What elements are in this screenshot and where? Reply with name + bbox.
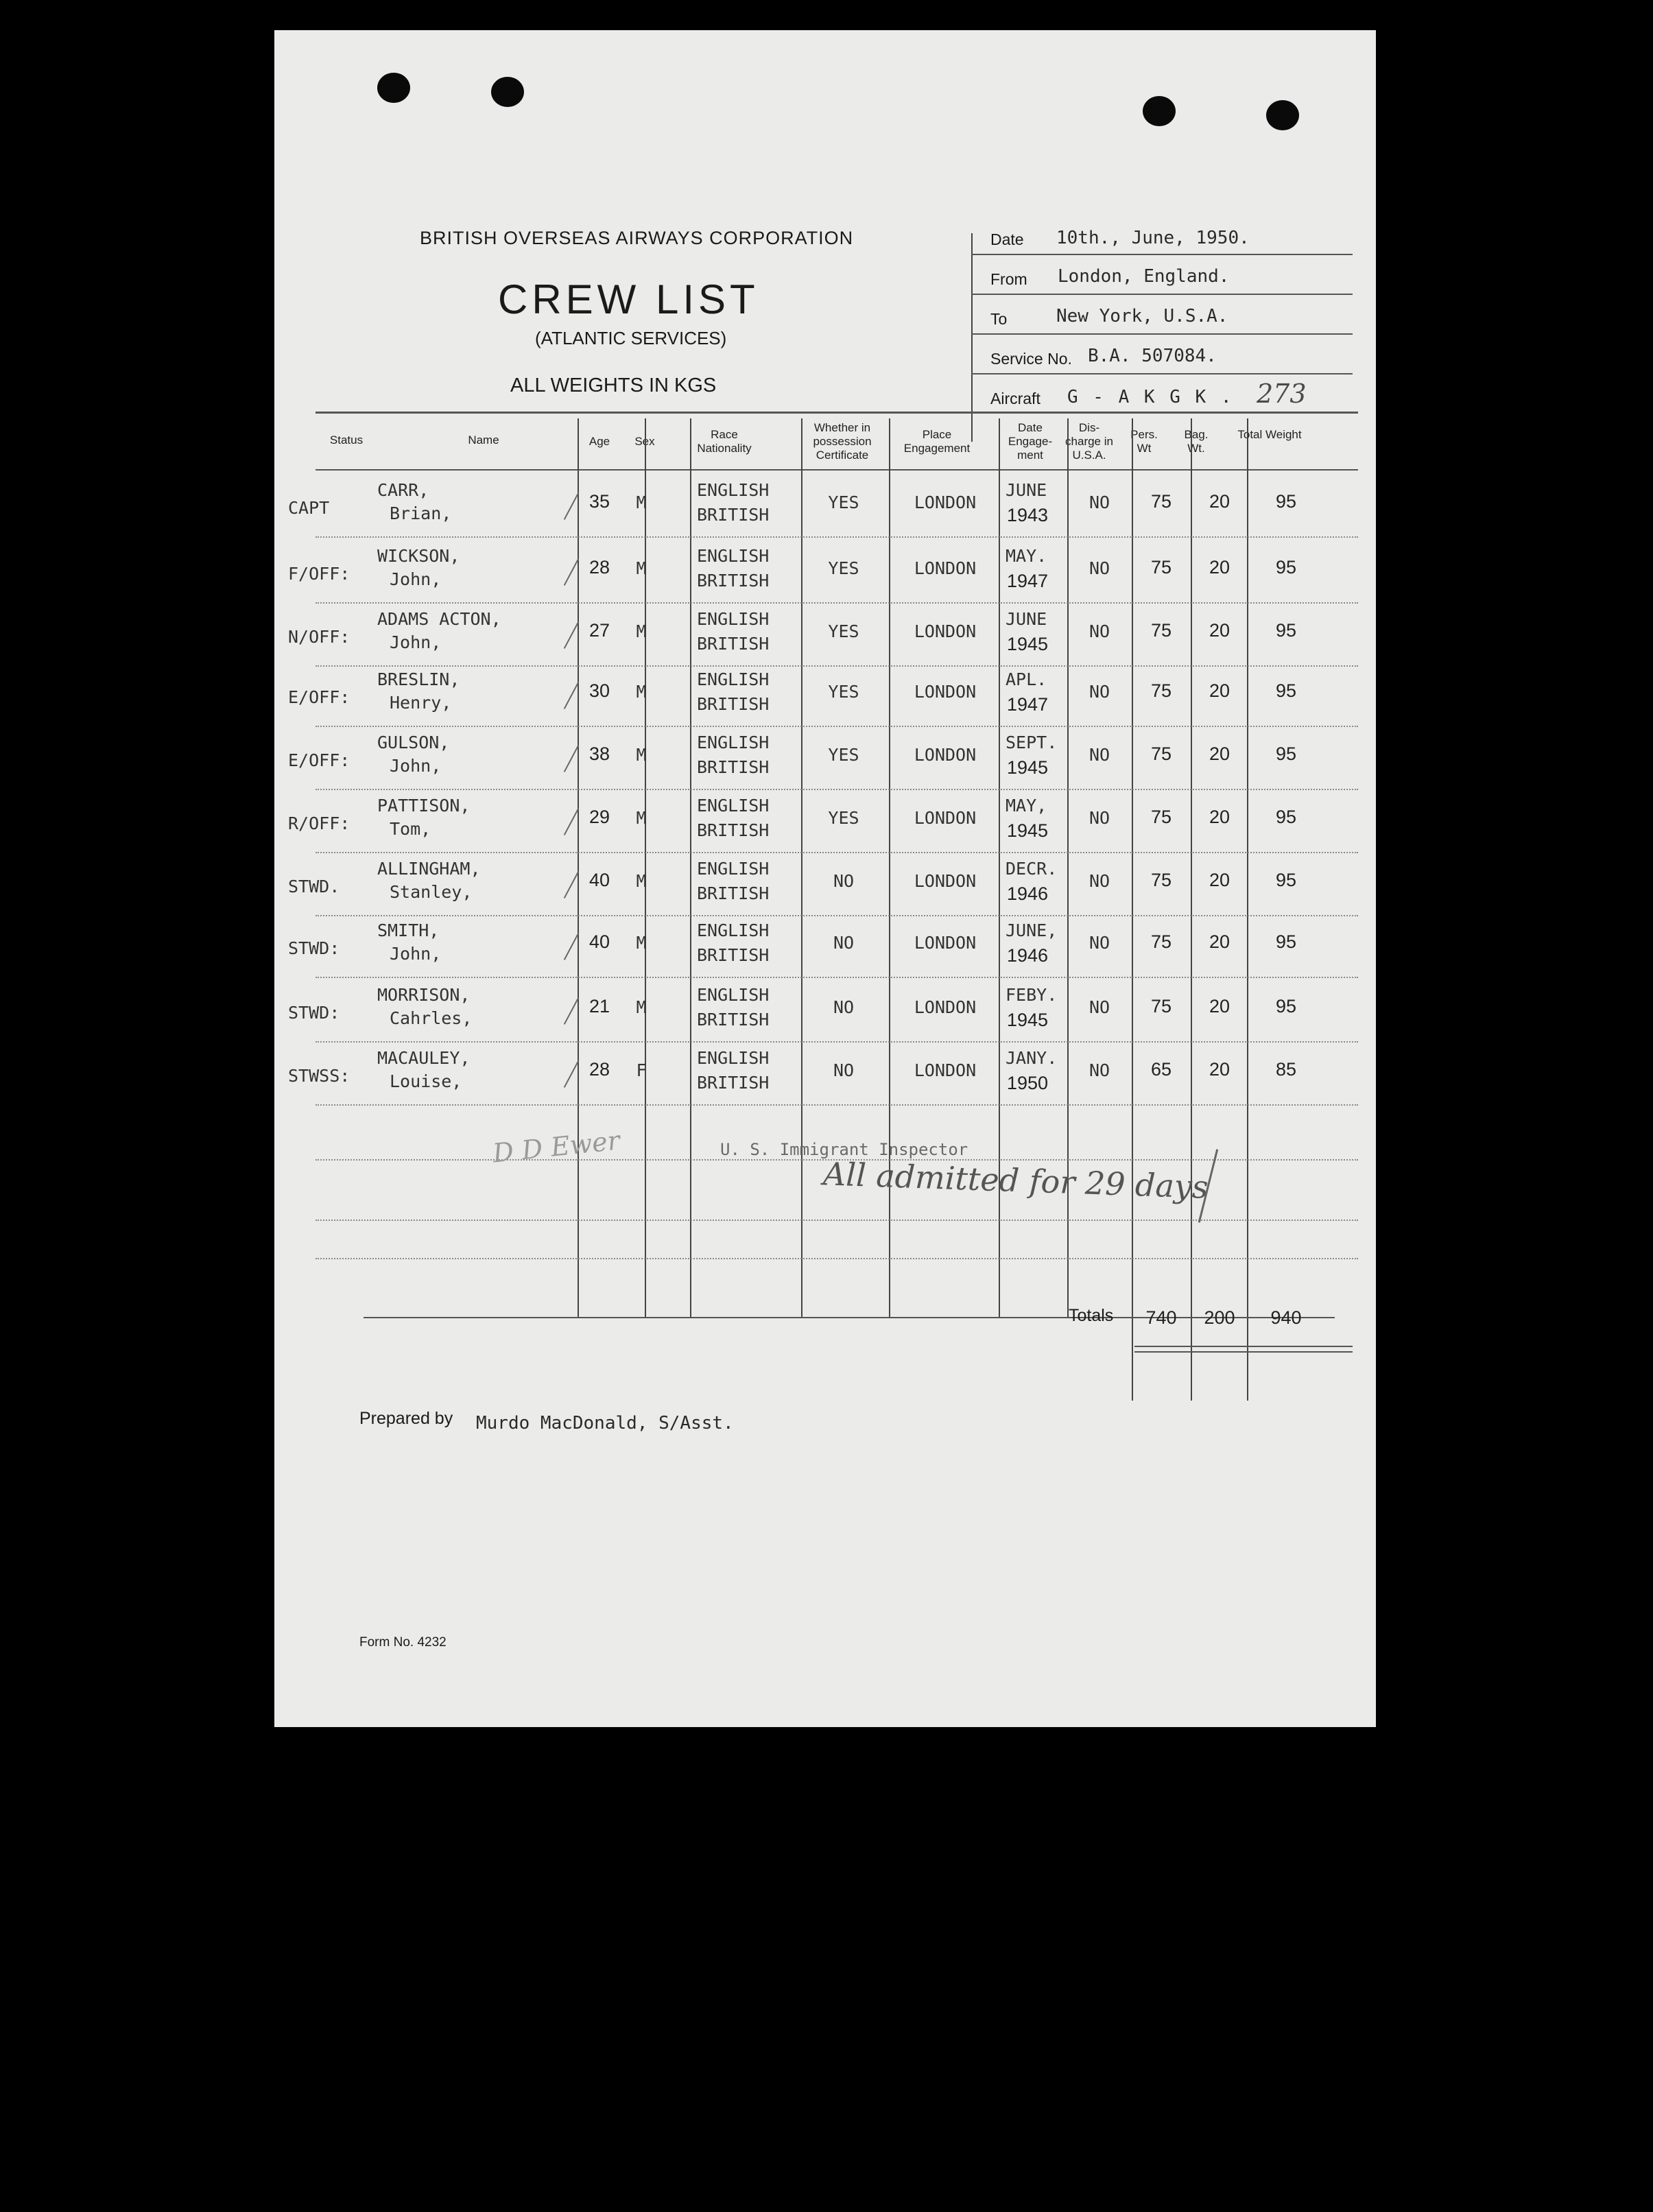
crew-status: STWD: [288,1003,340,1023]
crew-date-month: JUNE [1006,609,1047,629]
crew-bag-weight: 20 [1209,557,1230,578]
crew-pers-weight: 75 [1150,491,1172,512]
crew-place: LONDON [914,871,977,891]
crew-date-year: 1946 [1006,945,1049,966]
crew-date-month: DECR. [1006,859,1058,879]
check-mark [564,745,579,772]
col-bag-wt: Bag. Wt. [1184,428,1209,455]
blank-row-rule [316,1258,1358,1259]
admission-note: All admitted for 29 days [822,1155,1209,1206]
crew-total-weight: 95 [1275,680,1297,701]
crew-first-name: John, [390,569,442,589]
crew-nationality: BRITISH [697,634,770,654]
crew-certificate: YES [828,808,859,828]
crew-bag-weight: 20 [1209,744,1230,764]
crew-total-weight: 95 [1275,744,1297,764]
crew-pers-weight: 65 [1150,1059,1172,1080]
crew-place: LONDON [914,933,977,953]
date-label: Date [990,230,1024,248]
crew-nationality: BRITISH [697,945,770,965]
crew-place: LONDON [914,492,977,512]
row-rule [316,1104,1358,1106]
crew-race: ENGLISH [697,859,770,879]
crew-first-name: John, [390,944,442,964]
col-place: Place Engagement [903,428,971,455]
crew-surname: ADAMS ACTON, [377,609,501,629]
crew-discharge: NO [1089,933,1110,953]
row-rule [316,665,1358,667]
col-total-weight: Total Weight [1237,428,1302,441]
crew-date-month: MAY. [1006,546,1047,566]
check-mark [564,997,579,1025]
crew-pers-weight: 75 [1150,996,1172,1016]
crew-certificate: YES [828,558,859,578]
crew-discharge: NO [1089,558,1110,578]
crew-race: ENGLISH [697,546,770,566]
page-title: CREW LIST [498,276,759,322]
crew-nationality: BRITISH [697,757,770,777]
col-name: Name [468,433,499,447]
crew-bag-weight: 20 [1209,807,1230,827]
crew-status: F/OFF: [288,564,350,584]
crew-sex: F [636,1060,647,1080]
col-age: Age [588,435,610,448]
info-rule [971,254,1353,255]
col-certificate: Whether in possession Certificate [813,421,872,462]
col-status: Status [329,433,364,447]
row-rule [316,1041,1358,1043]
crew-total-weight: 85 [1275,1059,1297,1080]
crew-list-form [274,30,1376,1727]
crew-nationality: BRITISH [697,883,770,903]
table-top-rule [316,412,1358,414]
row-rule [316,915,1358,916]
crew-date-year: 1945 [1006,820,1049,841]
row-rule [316,852,1358,853]
crew-date-year: 1945 [1006,1010,1049,1030]
row-rule [316,536,1358,538]
column-separator [578,418,579,1317]
prepared-by-value: Murdo MacDonald, S/Asst. [476,1413,734,1434]
crew-sex: M [636,997,647,1017]
crew-total-weight: 95 [1275,620,1297,641]
crew-first-name: Henry, [390,693,452,713]
column-separator [645,418,646,1317]
crew-surname: PATTISON, [377,796,471,816]
crew-date-year: 1947 [1006,571,1049,591]
check-mark [564,492,579,520]
crew-discharge: NO [1089,621,1110,641]
punch-hole [491,77,524,107]
crew-race: ENGLISH [697,480,770,500]
row-rule [316,602,1358,604]
crew-date-month: JUNE [1006,480,1047,500]
crew-discharge: NO [1089,492,1110,512]
crew-certificate: YES [828,492,859,512]
crew-status: E/OFF: [288,750,350,770]
crew-first-name: John, [390,756,442,776]
crew-age: 30 [588,680,610,701]
crew-date-month: FEBY. [1006,985,1058,1005]
col-date: Date Engage-ment [1008,421,1053,462]
crew-total-weight: 95 [1275,996,1297,1016]
totals-label: Totals [1069,1306,1114,1325]
crew-surname: CARR, [377,480,429,500]
info-rule [971,333,1353,335]
crew-sex: M [636,492,647,512]
row-rule [316,977,1358,978]
crew-age: 38 [588,744,610,764]
crew-nationality: BRITISH [697,1073,770,1093]
crew-date-month: JUNE, [1006,920,1058,940]
info-rule [971,294,1353,295]
crew-first-name: Cahrles, [390,1008,473,1028]
crew-bag-weight: 20 [1209,680,1230,701]
crew-pers-weight: 75 [1150,620,1172,641]
crew-discharge: NO [1089,997,1110,1017]
col-pers-wt: Pers. Wt [1130,428,1158,455]
immigration-stamp: U. S. Immigrant Inspector [720,1140,968,1159]
service-value: B.A. 507084. [1088,346,1217,366]
crew-first-name: Stanley, [390,882,473,902]
crew-age: 27 [588,620,610,641]
crew-race: ENGLISH [697,985,770,1005]
crew-surname: MACAULEY, [377,1048,471,1068]
from-label: From [990,270,1027,288]
crew-certificate: NO [833,997,855,1017]
crew-date-year: 1947 [1006,694,1049,715]
column-separator [690,418,691,1317]
crew-certificate: NO [833,933,855,953]
crew-status: CAPT [288,498,330,518]
crew-pers-weight: 75 [1150,931,1172,952]
crew-first-name: Tom, [390,819,431,839]
crew-sex: M [636,682,647,702]
crew-race: ENGLISH [697,669,770,689]
crew-date-year: 1950 [1006,1073,1049,1093]
crew-total-weight: 95 [1275,870,1297,890]
crew-pers-weight: 75 [1150,680,1172,701]
crew-age: 40 [588,931,610,952]
crew-status: STWD. [288,877,340,896]
aircraft-label: Aircraft [990,390,1040,407]
check-mark [564,808,579,835]
crew-status: STWD: [288,938,340,958]
column-separator [801,418,802,1317]
crew-surname: GULSON, [377,733,450,752]
table-header-rule [316,469,1358,471]
crew-date-year: 1946 [1006,883,1049,904]
crew-date-year: 1945 [1006,634,1049,654]
crew-place: LONDON [914,1060,977,1080]
aircraft-value: G - A K G K . [1067,387,1234,407]
crew-certificate: NO [833,871,855,891]
date-value: 10th., June, 1950. [1056,228,1250,248]
crew-status: E/OFF: [288,687,350,707]
crew-nationality: BRITISH [697,820,770,840]
service-label: Service No. [990,350,1072,368]
total-bag-weight: 200 [1204,1307,1235,1328]
crew-nationality: BRITISH [697,571,770,591]
crew-total-weight: 95 [1275,807,1297,827]
crew-age: 29 [588,807,610,827]
crew-certificate: YES [828,621,859,641]
crew-surname: BRESLIN, [377,669,460,689]
crew-discharge: NO [1089,1060,1110,1080]
crew-status: R/OFF: [288,813,350,833]
blank-row-rule [316,1220,1358,1221]
crew-status: STWSS: [288,1066,350,1086]
crew-date-year: 1943 [1006,505,1049,525]
crew-bag-weight: 20 [1209,620,1230,641]
crew-pers-weight: 75 [1150,744,1172,764]
crew-date-year: 1945 [1006,757,1049,778]
punch-hole [1266,100,1299,130]
crew-certificate: NO [833,1060,855,1080]
crew-nationality: BRITISH [697,505,770,525]
crew-place: LONDON [914,808,977,828]
punch-hole [377,73,410,103]
crew-place: LONDON [914,682,977,702]
crew-place: LONDON [914,997,977,1017]
inspector-initials: D D Ewer [491,1125,621,1169]
crew-bag-weight: 20 [1209,491,1230,512]
totals-rule [1134,1346,1353,1347]
crew-age: 40 [588,870,610,890]
crew-total-weight: 95 [1275,931,1297,952]
aircraft-number: 273 [1257,379,1307,409]
from-value: London, England. [1058,266,1230,287]
check-mark [564,621,579,649]
crew-discharge: NO [1089,871,1110,891]
crew-discharge: NO [1089,682,1110,702]
company-name: BRITISH OVERSEAS AIRWAYS CORPORATION [420,228,854,248]
total-weight: 940 [1270,1307,1302,1328]
crew-place: LONDON [914,621,977,641]
row-rule [316,789,1358,790]
crew-age: 28 [588,557,610,578]
crew-sex: M [636,933,647,953]
crew-date-month: APL. [1006,669,1047,689]
prepared-by-label: Prepared by [359,1409,453,1428]
crew-surname: WICKSON, [377,546,460,566]
crew-nationality: BRITISH [697,1010,770,1030]
crew-place: LONDON [914,558,977,578]
crew-certificate: YES [828,682,859,702]
crew-bag-weight: 20 [1209,931,1230,952]
crew-race: ENGLISH [697,1048,770,1068]
crew-bag-weight: 20 [1209,996,1230,1016]
crew-race: ENGLISH [697,609,770,629]
total-pers-weight: 740 [1145,1307,1177,1328]
crew-sex: M [636,808,647,828]
crew-age: 21 [588,996,610,1016]
check-mark [564,682,579,709]
crew-surname: ALLINGHAM, [377,859,481,879]
crew-age: 35 [588,491,610,512]
crew-total-weight: 95 [1275,491,1297,512]
crew-pers-weight: 75 [1150,807,1172,827]
crew-race: ENGLISH [697,733,770,752]
crew-bag-weight: 20 [1209,1059,1230,1080]
crew-first-name: John, [390,632,442,652]
crew-bag-weight: 20 [1209,870,1230,890]
crew-date-month: MAY, [1006,796,1047,816]
crew-date-month: JANY. [1006,1048,1058,1068]
crew-first-name: Louise, [390,1071,462,1091]
crew-sex: M [636,621,647,641]
crew-nationality: BRITISH [697,694,770,714]
row-rule [316,726,1358,727]
crew-surname: SMITH, [377,920,440,940]
form-number: Form No. 4232 [359,1635,447,1650]
crew-race: ENGLISH [697,796,770,816]
crew-certificate: YES [828,745,859,765]
crew-discharge: NO [1089,808,1110,828]
punch-hole [1143,96,1176,126]
weights-note: ALL WEIGHTS IN KGS [510,374,717,396]
crew-date-month: SEPT. [1006,733,1058,752]
to-value: New York, U.S.A. [1056,306,1228,326]
info-divider [971,233,973,442]
col-discharge: Dis-charge in U.S.A. [1065,421,1113,462]
crew-total-weight: 95 [1275,557,1297,578]
to-label: To [990,310,1008,328]
crew-status: N/OFF: [288,627,350,647]
crew-age: 28 [588,1059,610,1080]
check-mark [564,558,579,586]
crew-pers-weight: 75 [1150,870,1172,890]
crew-surname: MORRISON, [377,985,471,1005]
crew-pers-weight: 75 [1150,557,1172,578]
col-race: Race Nationality [697,428,752,455]
crew-place: LONDON [914,745,977,765]
crew-sex: M [636,745,647,765]
crew-discharge: NO [1089,745,1110,765]
check-mark [564,933,579,960]
page-subtitle: (ATLANTIC SERVICES) [535,328,727,348]
totals-rule [1134,1351,1353,1353]
crew-race: ENGLISH [697,920,770,940]
col-sex: Sex [634,435,655,448]
check-mark [564,1060,579,1088]
check-mark [564,871,579,899]
crew-sex: M [636,558,647,578]
crew-first-name: Brian, [390,503,452,523]
info-rule [971,373,1353,374]
crew-sex: M [636,871,647,891]
